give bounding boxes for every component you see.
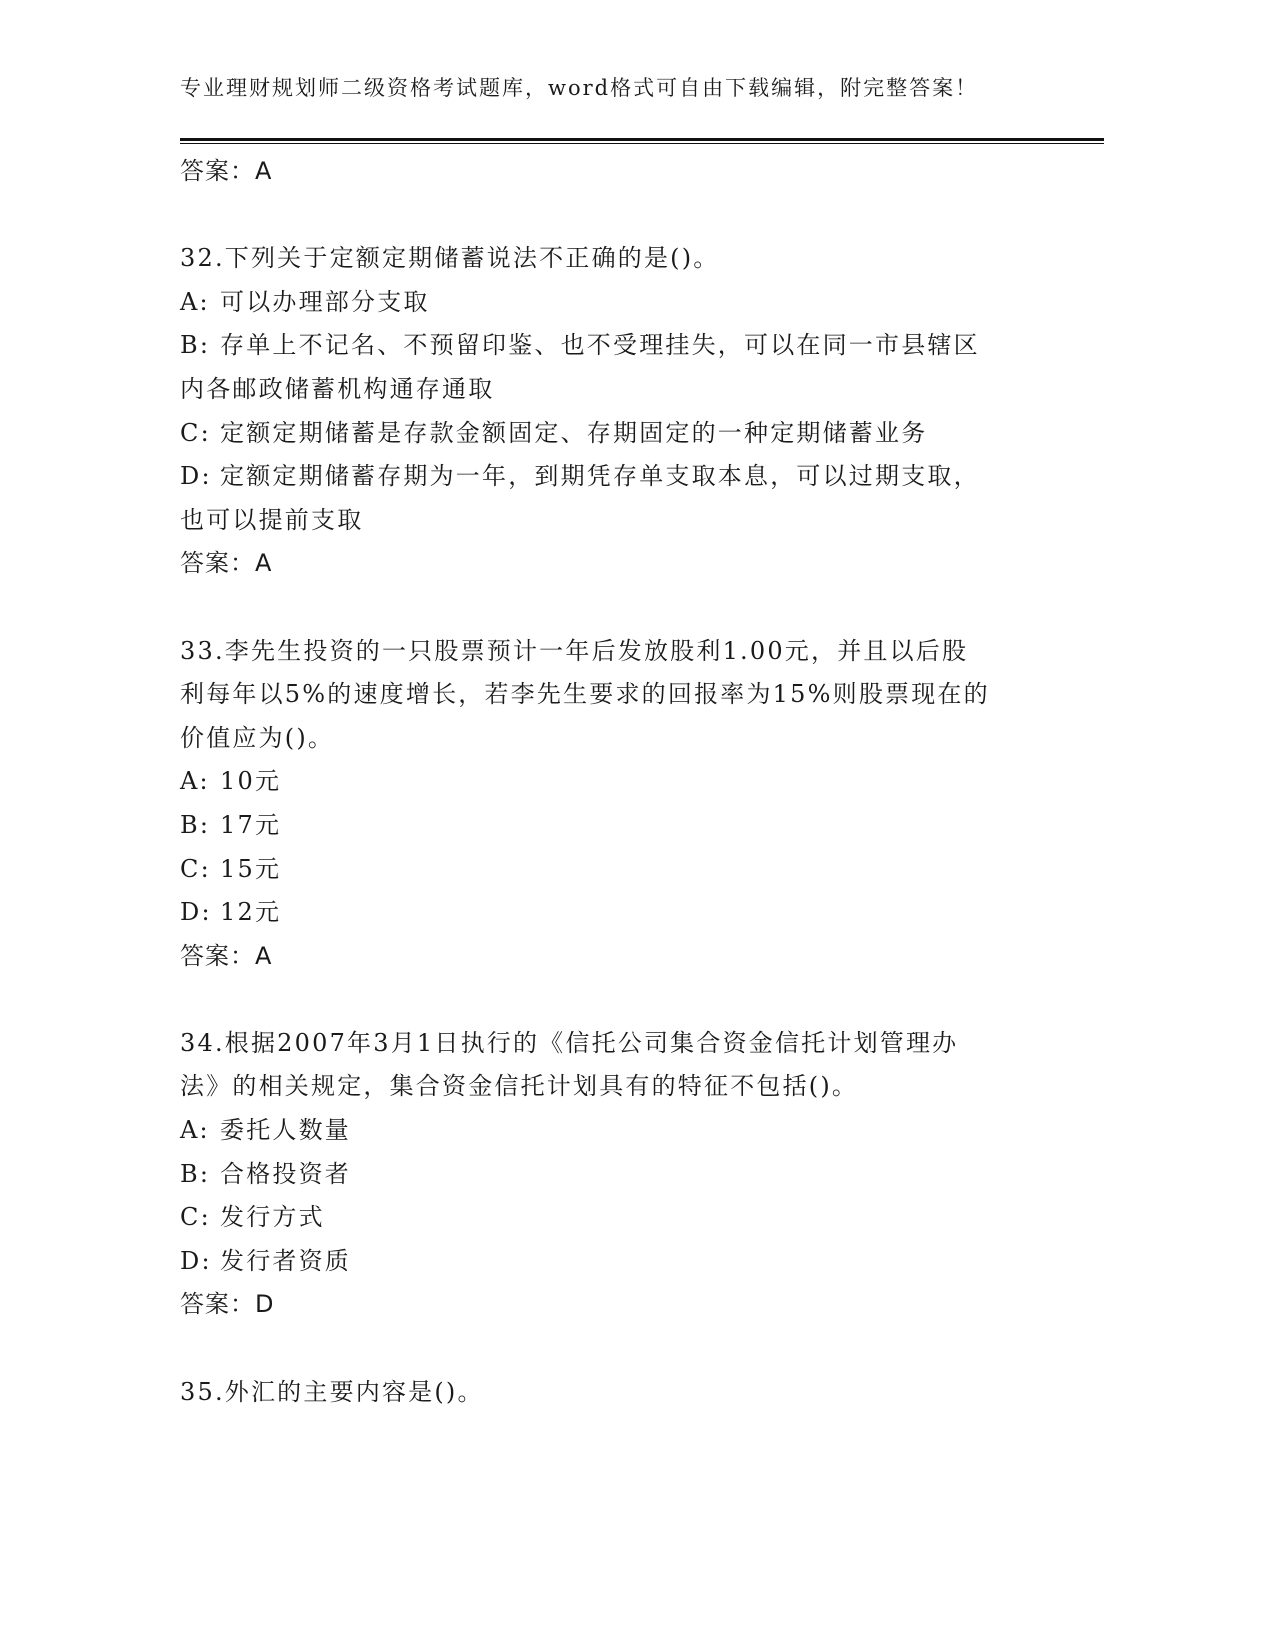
question-block [180,630,1040,979]
option-key: D: [180,1246,212,1275]
option-key: B: [180,1159,211,1188]
question-block [180,237,1040,586]
option-key: C: [180,1203,211,1232]
answer-line [180,150,1040,194]
option-line [180,1196,1040,1240]
option-key: C: [180,418,211,447]
option-key: A: [180,287,210,316]
question-list [180,237,1040,1414]
question-text: 价值应为()。 [180,723,335,752]
answer-value: D [255,1290,275,1319]
option-key: A: [180,767,210,796]
question-text: 利每年以5%的速度增长，若李先生要求的回报率为15%则股票现在的 [180,680,990,709]
option-text: 定额定期储蓄是存款金额固定、存期固定的一种定期储蓄业务 [220,418,928,447]
option-line [180,455,1040,499]
answer-label: 答案： [180,1290,255,1319]
question-text: 法》的相关规定，集合资金信托计划具有的特征不包括()。 [180,1072,859,1101]
question-block [180,1022,1040,1327]
option-line: 也可以提前支取 [180,505,364,534]
option-key: C: [180,854,211,883]
answer-line [180,935,1040,979]
option-text: 定额定期储蓄存期为一年，到期凭存单支取本息，可以过期支取， [220,462,980,491]
option-text: 委托人数量 [220,1116,351,1145]
option-line [180,804,1040,848]
header-rule-thick [180,138,1104,141]
exam-content [180,150,1040,1414]
option-text: 15元 [220,854,282,883]
option-text: 存单上不记名、不预留印鉴、也不受理挂失，可以在同一市县辖区 [220,331,980,360]
option-text: 17元 [220,810,282,839]
option-key: A: [180,1116,210,1145]
option-text: 发行方式 [220,1203,325,1232]
option-line [180,891,1040,935]
page-header: 专业理财规划师二级资格考试题库，word格式可自由下载编辑，附完整答案！ [180,76,979,100]
answer-value: A [255,549,273,578]
option-text: 10元 [220,767,282,796]
question-text: 32.下列关于定额定期储蓄说法不正确的是()。 [180,244,720,273]
question-text: 35.外汇的主要内容是()。 [180,1377,484,1406]
option-line: 内各邮政储蓄机构通存通取 [180,374,495,403]
option-line [180,412,1040,456]
option-key: B: [180,810,211,839]
option-line [180,1240,1040,1284]
question-text: 33.李先生投资的一只股票预计一年后发放股利1.00元，并且以后股 [180,636,969,665]
option-text: 发行者资质 [220,1246,351,1275]
option-text: 合格投资者 [220,1159,351,1188]
option-key: D: [180,898,212,927]
option-line [180,1109,1040,1153]
header-rule-thin [180,143,1104,144]
option-line [180,324,1040,368]
option-key: D: [180,462,212,491]
answer-line [180,1283,1040,1327]
question-text: 34.根据2007年3月1日执行的《信托公司集合资金信托计划管理办 [180,1028,959,1057]
option-line [180,760,1040,804]
option-key: B: [180,331,211,360]
answer-label: 答案： [180,941,255,970]
option-line [180,1153,1040,1197]
option-text: 可以办理部分支取 [220,287,430,316]
answer-label: 答案： [180,549,255,578]
answer-label: 答案： [180,157,255,185]
answer-value: A [255,941,273,970]
answer-line [180,542,1040,586]
option-line [180,281,1040,325]
question-block [180,1371,1040,1415]
answer-value: A [255,157,273,185]
option-text: 12元 [220,898,282,927]
option-line [180,848,1040,892]
